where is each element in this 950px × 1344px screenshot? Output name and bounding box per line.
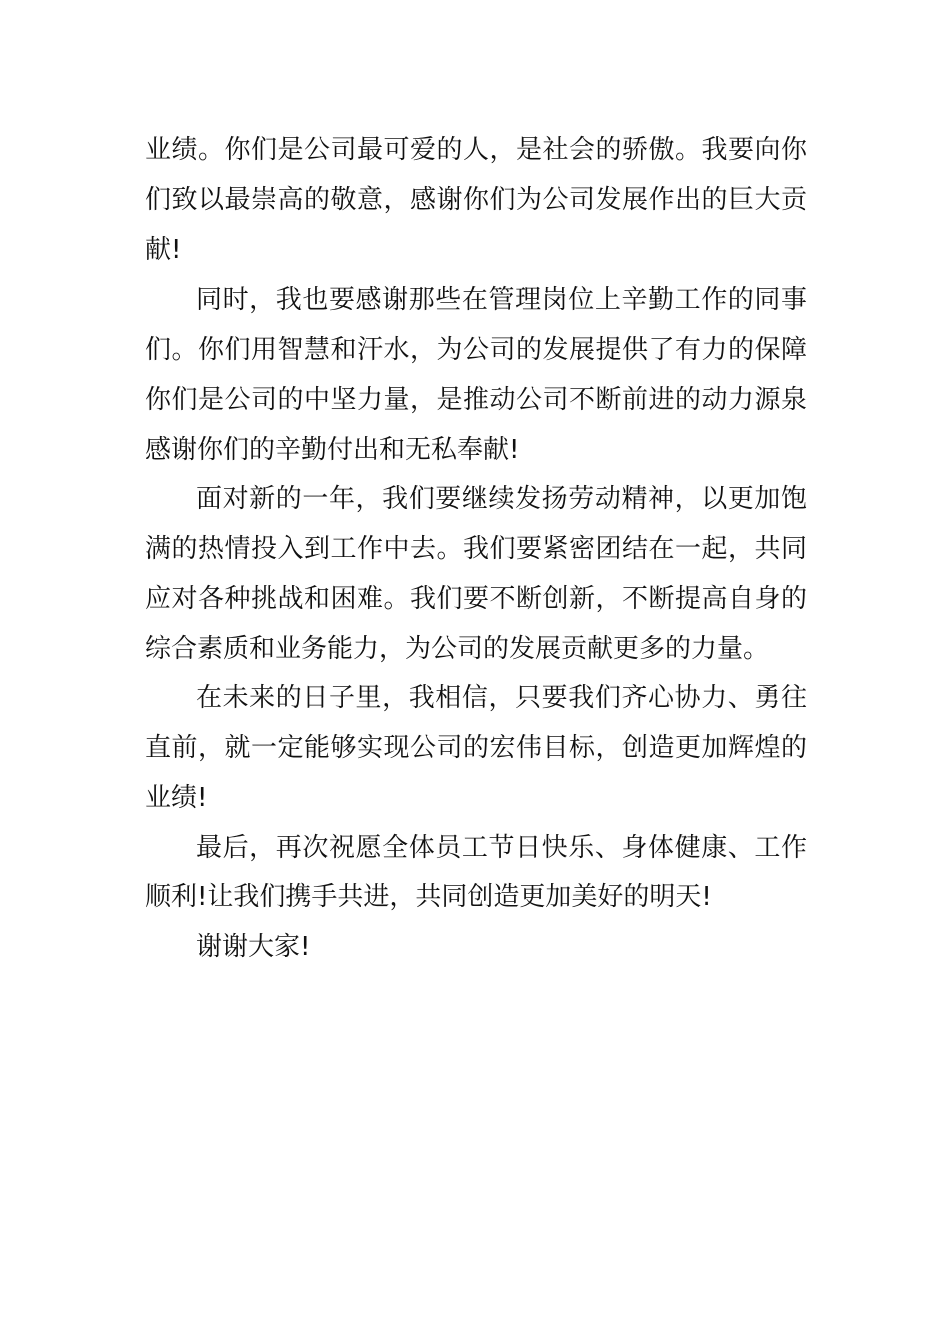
paragraph-2-line-1: 同时，我也要感谢那些在管理岗位上辛勤工作的同事: [196, 285, 807, 315]
paragraph-3-line-2: 满的热情投入到工作中去。我们要紧密团结在一起，共同: [145, 534, 807, 564]
paragraph-6-line-1: 谢谢大家!: [196, 932, 311, 962]
paragraph-3-line-4: 综合素质和业务能力，为公司的发展贡献更多的力量。: [145, 634, 770, 664]
paragraph-4-line-3: 业绩!: [145, 783, 208, 813]
paragraph-3-line-3: 应对各种挑战和困难。我们要不断创新，不断提高自身的: [145, 584, 807, 614]
paragraph-5-line-1: 最后，再次祝愿全体员工节日快乐、身体健康、工作: [196, 833, 807, 863]
paragraph-2-line-4: 感谢你们的辛勤付出和无私奉献!: [145, 435, 520, 465]
paragraph-4-line-2: 直前，就一定能够实现公司的宏伟目标，创造更加辉煌的: [145, 733, 807, 763]
paragraph-1-line-2: 们致以最崇高的敬意，感谢你们为公司发展作出的巨大贡: [145, 185, 807, 215]
paragraph-5-line-2: 顺利!让我们携手共进，共同创造更加美好的明天!: [145, 882, 712, 912]
paragraph-2-line-2: 们。你们用智慧和汗水，为公司的发展提供了有力的保障: [145, 335, 807, 365]
paragraph-1-line-1: 业绩。你们是公司最可爱的人，是社会的骄傲。我要向你: [145, 135, 807, 165]
paragraph-3-line-1: 面对新的一年，我们要继续发扬劳动精神，以更加饱: [196, 484, 807, 514]
paragraph-2-line-3: 你们是公司的中坚力量，是推动公司不断前进的动力源泉: [145, 385, 807, 415]
paragraph-4-line-1: 在未来的日子里，我相信，只要我们齐心协力、勇往: [196, 683, 807, 713]
paragraph-1-line-3: 献!: [145, 235, 182, 265]
